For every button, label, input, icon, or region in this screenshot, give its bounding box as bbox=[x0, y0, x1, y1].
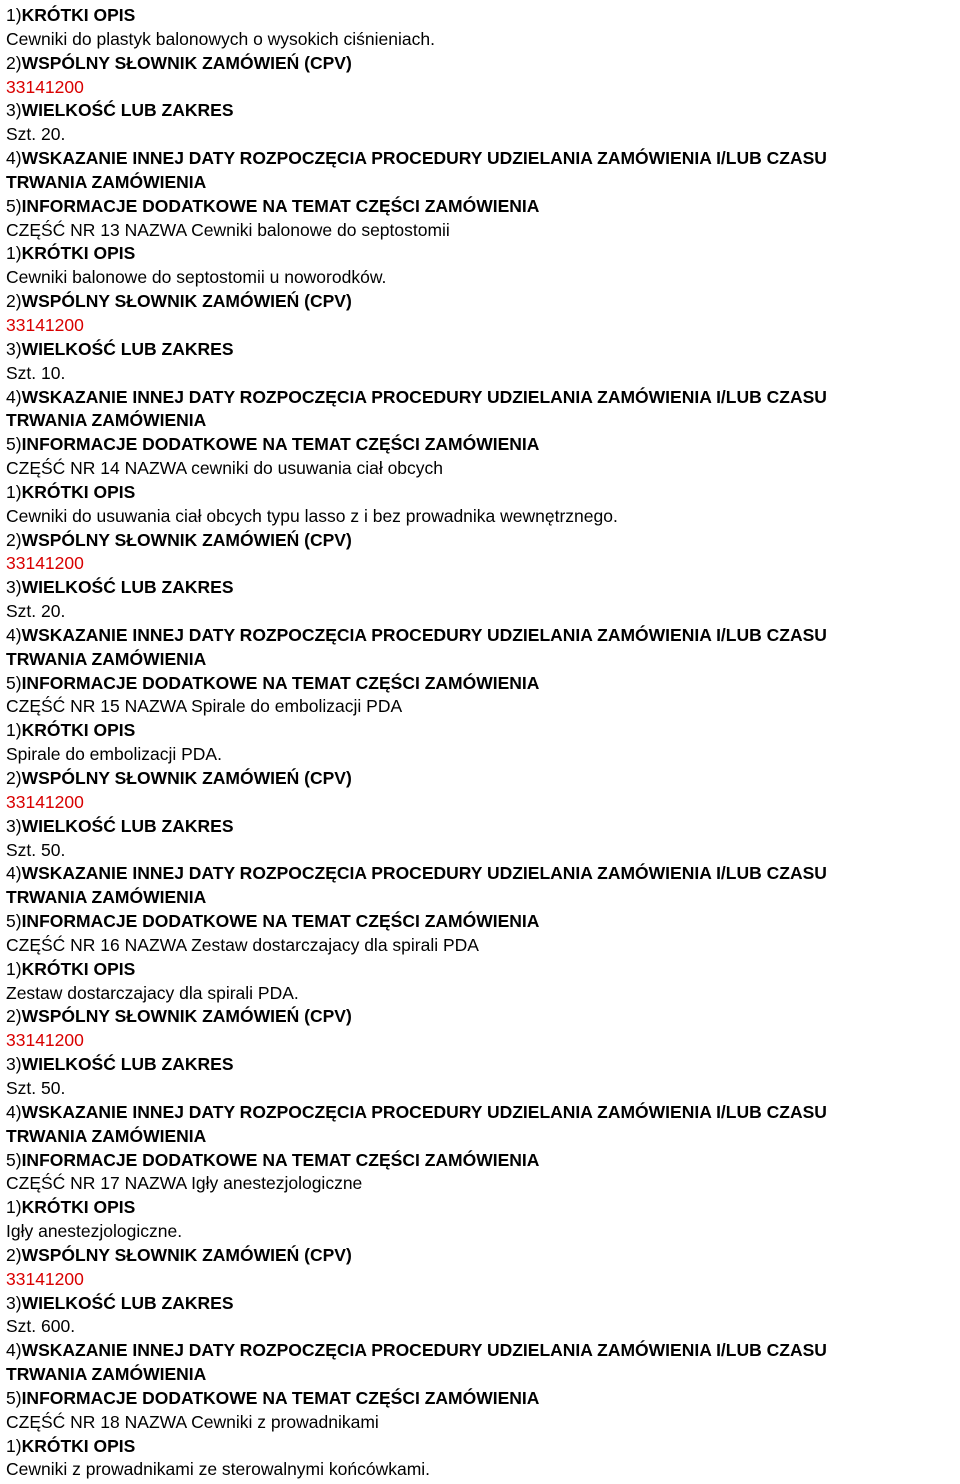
heading-text: WSPÓLNY SŁOWNIK ZAMÓWIEŃ (CPV) bbox=[21, 1244, 352, 1265]
body-text-value: Cewniki do usuwania ciał obcych typu lasso z i bez prowadnika wewnętrznego. bbox=[6, 505, 618, 526]
body-text-value: Cewniki balonowe do septostomii u noworodków. bbox=[6, 267, 387, 288]
heading-number: 5) bbox=[6, 1149, 22, 1170]
section-heading bbox=[6, 1196, 956, 1220]
body-text bbox=[6, 1077, 956, 1101]
heading-text: WIELKOŚĆ LUB ZAKRES bbox=[21, 1292, 234, 1313]
heading-number: 2) bbox=[6, 52, 22, 73]
heading-number: 4) bbox=[6, 1340, 22, 1361]
heading-text: WSKAZANIE INNEJ DATY ROZPOCZĘCIA PROCEDURY UDZIELANIA ZAMÓWIENIA I/LUB CZASU bbox=[21, 386, 827, 407]
heading-number: 2) bbox=[6, 291, 22, 312]
body-text bbox=[6, 695, 956, 719]
heading-text: WIELKOŚĆ LUB ZAKRES bbox=[21, 100, 234, 121]
body-text bbox=[6, 1172, 956, 1196]
section-heading bbox=[6, 576, 956, 600]
heading-number: 5) bbox=[6, 911, 22, 932]
heading-text: WSKAZANIE INNEJ DATY ROZPOCZĘCIA PROCEDURY UDZIELANIA ZAMÓWIENIA I/LUB CZASU bbox=[21, 863, 827, 884]
body-text-value: Szt. 20. bbox=[6, 601, 66, 622]
body-text bbox=[6, 839, 956, 863]
body-text bbox=[6, 743, 956, 767]
body-text-value: CZĘŚĆ NR 15 NAZWA Spirale do embolizacji PDA bbox=[6, 696, 403, 717]
cpv-code bbox=[6, 1268, 956, 1292]
section-heading bbox=[6, 1125, 956, 1149]
heading-text: KRÓTKI OPIS bbox=[21, 720, 136, 741]
section-heading bbox=[6, 290, 956, 314]
section-heading bbox=[6, 1053, 956, 1077]
section-heading bbox=[6, 1005, 956, 1029]
body-text-value: Cewniki z prowadnikami ze sterowalnymi końcówkami. bbox=[6, 1459, 431, 1480]
heading-text: INFORMACJE DODATKOWE NA TEMAT CZĘŚCI ZAMÓWIENIA bbox=[21, 911, 540, 932]
section-heading bbox=[6, 529, 956, 553]
heading-text: WIELKOŚĆ LUB ZAKRES bbox=[21, 577, 234, 598]
cpv-code bbox=[6, 552, 956, 576]
section-heading bbox=[6, 171, 956, 195]
heading-number: 5) bbox=[6, 434, 22, 455]
body-text-value: CZĘŚĆ NR 17 NAZWA Igły anestezjologiczne bbox=[6, 1173, 363, 1194]
body-text bbox=[6, 123, 956, 147]
heading-text: WSPÓLNY SŁOWNIK ZAMÓWIEŃ (CPV) bbox=[21, 768, 352, 788]
section-heading bbox=[6, 1149, 956, 1173]
heading-text: INFORMACJE DODATKOWE NA TEMAT CZĘŚCI ZAMÓWIENIA bbox=[21, 1387, 540, 1408]
body-text-value: Szt. 50. bbox=[6, 839, 66, 860]
heading-text: TRWANIA ZAMÓWIENIA bbox=[6, 171, 207, 192]
heading-text: WSKAZANIE INNEJ DATY ROZPOCZĘCIA PROCEDURY UDZIELANIA ZAMÓWIENIA I/LUB CZASU bbox=[21, 624, 827, 645]
body-text bbox=[6, 1220, 956, 1244]
heading-text: WSKAZANIE INNEJ DATY ROZPOCZĘCIA PROCEDURY UDZIELANIA ZAMÓWIENIA I/LUB CZASU bbox=[21, 1340, 827, 1361]
cpv-code bbox=[6, 791, 956, 815]
heading-text: WIELKOŚĆ LUB ZAKRES bbox=[21, 815, 234, 836]
section-heading bbox=[6, 433, 956, 457]
section-heading bbox=[6, 1363, 956, 1387]
section-heading bbox=[6, 195, 956, 219]
heading-text: WSPÓLNY SŁOWNIK ZAMÓWIEŃ (CPV) bbox=[21, 291, 352, 312]
section-heading bbox=[6, 719, 956, 743]
heading-text: TRWANIA ZAMÓWIENIA bbox=[6, 410, 207, 431]
heading-number: 3) bbox=[6, 815, 22, 836]
body-text bbox=[6, 266, 956, 290]
heading-text: TRWANIA ZAMÓWIENIA bbox=[6, 887, 207, 908]
heading-number: 3) bbox=[6, 577, 22, 598]
section-heading bbox=[6, 862, 956, 886]
heading-number: 2) bbox=[6, 1006, 22, 1027]
cpv-code-value: 33141200 bbox=[6, 1268, 84, 1289]
body-text-value: CZĘŚĆ NR 16 NAZWA Zestaw dostarczajacy dla spirali PDA bbox=[6, 934, 479, 955]
heading-text: INFORMACJE DODATKOWE NA TEMAT CZĘŚCI ZAMÓWIENIA bbox=[21, 672, 540, 693]
cpv-code-value: 33141200 bbox=[6, 791, 84, 812]
heading-text: INFORMACJE DODATKOWE NA TEMAT CZĘŚCI ZAMÓWIENIA bbox=[21, 1149, 540, 1170]
heading-number: 5) bbox=[6, 672, 22, 693]
body-text-value: Szt. 10. bbox=[6, 362, 66, 383]
heading-text: INFORMACJE DODATKOWE NA TEMAT CZĘŚCI ZAMÓWIENIA bbox=[21, 195, 540, 216]
body-text bbox=[6, 219, 956, 243]
heading-text: WIELKOŚĆ LUB ZAKRES bbox=[21, 1054, 234, 1075]
body-text bbox=[6, 457, 956, 481]
heading-number: 3) bbox=[6, 100, 22, 121]
body-text bbox=[6, 1411, 956, 1435]
section-heading bbox=[6, 767, 956, 791]
heading-number: 1) bbox=[6, 5, 22, 25]
heading-text: WIELKOŚĆ LUB ZAKRES bbox=[21, 338, 234, 359]
section-heading bbox=[6, 52, 956, 76]
heading-number: 4) bbox=[6, 148, 22, 169]
section-heading bbox=[6, 147, 956, 171]
section-heading bbox=[6, 1387, 956, 1411]
section-heading bbox=[6, 338, 956, 362]
section-heading bbox=[6, 386, 956, 410]
section-heading bbox=[6, 4, 956, 28]
cpv-code-value: 33141200 bbox=[6, 76, 84, 97]
section-heading bbox=[6, 910, 956, 934]
heading-number: 1) bbox=[6, 243, 22, 264]
heading-text: TRWANIA ZAMÓWIENIA bbox=[6, 1364, 207, 1385]
heading-number: 5) bbox=[6, 1387, 22, 1408]
cpv-code-value: 33141200 bbox=[6, 553, 84, 574]
section-heading bbox=[6, 242, 956, 266]
section-heading bbox=[6, 1244, 956, 1268]
body-text-value: Spirale do embolizacji PDA. bbox=[6, 744, 222, 765]
section-heading bbox=[6, 1292, 956, 1316]
heading-text: TRWANIA ZAMÓWIENIA bbox=[6, 1125, 207, 1146]
heading-number: 3) bbox=[6, 338, 22, 359]
body-text bbox=[6, 934, 956, 958]
heading-text: KRÓTKI OPIS bbox=[21, 243, 136, 264]
body-text bbox=[6, 1458, 956, 1482]
body-text-value: CZĘŚĆ NR 14 NAZWA cewniki do usuwania ciał obcych bbox=[6, 458, 444, 479]
heading-number: 4) bbox=[6, 1101, 22, 1122]
section-heading bbox=[6, 99, 956, 123]
body-text bbox=[6, 1315, 956, 1339]
heading-text: WSKAZANIE INNEJ DATY ROZPOCZĘCIA PROCEDURY UDZIELANIA ZAMÓWIENIA I/LUB CZASU bbox=[21, 1101, 827, 1122]
section-heading bbox=[6, 624, 956, 648]
section-heading bbox=[6, 648, 956, 672]
heading-number: 2) bbox=[6, 529, 22, 550]
body-text-value: Igły anestezjologiczne. bbox=[6, 1221, 183, 1242]
section-heading bbox=[6, 1101, 956, 1125]
heading-text: INFORMACJE DODATKOWE NA TEMAT CZĘŚCI ZAMÓWIENIA bbox=[21, 434, 540, 455]
section-heading bbox=[6, 815, 956, 839]
body-text bbox=[6, 28, 956, 52]
heading-number: 5) bbox=[6, 195, 22, 216]
heading-number: 1) bbox=[6, 481, 22, 502]
body-text-value: Szt. 50. bbox=[6, 1077, 66, 1098]
body-text bbox=[6, 982, 956, 1006]
body-text-value: CZĘŚĆ NR 13 NAZWA Cewniki balonowe do septostomii bbox=[6, 219, 450, 240]
heading-number: 2) bbox=[6, 1244, 22, 1265]
heading-text: WSPÓLNY SŁOWNIK ZAMÓWIEŃ (CPV) bbox=[21, 52, 352, 73]
section-heading bbox=[6, 672, 956, 696]
body-text-value: Szt. 600. bbox=[6, 1316, 76, 1337]
cpv-code bbox=[6, 76, 956, 100]
heading-number: 4) bbox=[6, 863, 22, 884]
heading-number: 1) bbox=[6, 958, 22, 979]
cpv-code-value: 33141200 bbox=[6, 314, 84, 335]
heading-text: KRÓTKI OPIS bbox=[21, 1197, 136, 1218]
heading-text: KRÓTKI OPIS bbox=[21, 481, 136, 502]
cpv-code-value: 33141200 bbox=[6, 1030, 84, 1051]
section-heading bbox=[6, 886, 956, 910]
heading-text: KRÓTKI OPIS bbox=[21, 1435, 136, 1456]
body-text-value: Zestaw dostarczajacy dla spirali PDA. bbox=[6, 982, 299, 1003]
heading-text: WSPÓLNY SŁOWNIK ZAMÓWIEŃ (CPV) bbox=[21, 529, 352, 550]
body-text-value: Cewniki do plastyk balonowych o wysokich ciśnieniach. bbox=[6, 28, 435, 49]
heading-number: 1) bbox=[6, 1197, 22, 1218]
section-heading bbox=[6, 1339, 956, 1363]
heading-number: 4) bbox=[6, 386, 22, 407]
cpv-code bbox=[6, 314, 956, 338]
body-text bbox=[6, 600, 956, 624]
body-text bbox=[6, 362, 956, 386]
body-text-value: Szt. 20. bbox=[6, 124, 66, 145]
cpv-code bbox=[6, 1029, 956, 1053]
heading-text: TRWANIA ZAMÓWIENIA bbox=[6, 648, 207, 669]
heading-text: KRÓTKI OPIS bbox=[21, 958, 136, 979]
heading-text: KRÓTKI OPIS bbox=[21, 5, 136, 25]
heading-number: 1) bbox=[6, 720, 22, 741]
body-text bbox=[6, 505, 956, 529]
heading-text: WSKAZANIE INNEJ DATY ROZPOCZĘCIA PROCEDURY UDZIELANIA ZAMÓWIENIA I/LUB CZASU bbox=[21, 148, 827, 169]
section-heading bbox=[6, 958, 956, 982]
section-heading bbox=[6, 409, 956, 433]
body-text-value: CZĘŚĆ NR 18 NAZWA Cewniki z prowadnikami bbox=[6, 1411, 379, 1432]
heading-number: 3) bbox=[6, 1292, 22, 1313]
heading-number: 1) bbox=[6, 1435, 22, 1456]
heading-number: 3) bbox=[6, 1054, 22, 1075]
heading-number: 4) bbox=[6, 624, 22, 645]
heading-number: 2) bbox=[6, 768, 22, 788]
heading-text: WSPÓLNY SŁOWNIK ZAMÓWIEŃ (CPV) bbox=[21, 1006, 352, 1027]
section-heading bbox=[6, 481, 956, 505]
section-heading bbox=[6, 1435, 956, 1459]
document-body bbox=[6, 4, 956, 1482]
